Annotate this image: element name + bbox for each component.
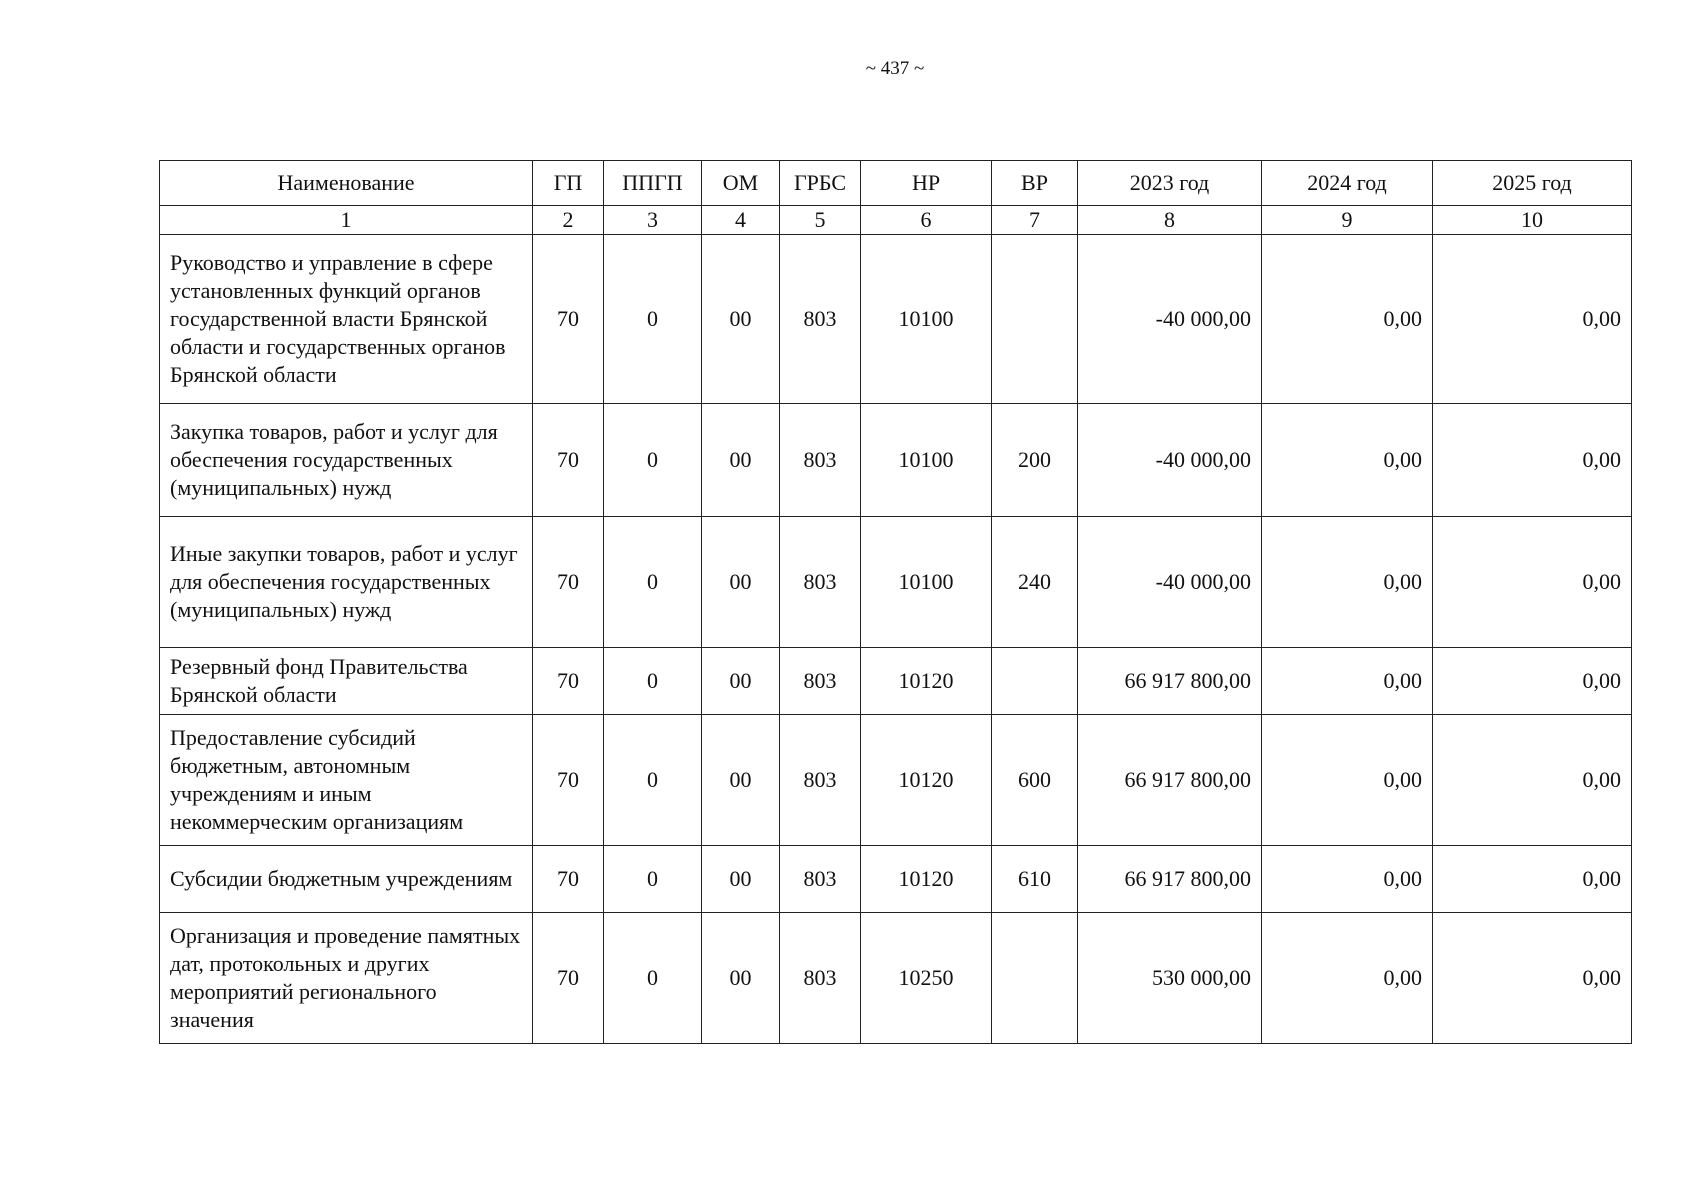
row-vr bbox=[992, 913, 1078, 1044]
column-number: 5 bbox=[780, 206, 861, 235]
row-gp: 70 bbox=[533, 715, 604, 846]
row-ppgp: 0 bbox=[604, 648, 702, 715]
row-ppgp: 0 bbox=[604, 235, 702, 404]
table-row bbox=[160, 913, 1632, 1044]
row-grbs: 803 bbox=[780, 235, 861, 404]
row-2024: 0,00 bbox=[1262, 715, 1433, 846]
row-vr bbox=[992, 648, 1078, 715]
row-name: Субсидии бюджетным учреждениям bbox=[160, 846, 533, 913]
row-2024: 0,00 bbox=[1262, 517, 1433, 648]
header-row bbox=[160, 161, 1632, 206]
row-vr bbox=[992, 235, 1078, 404]
column-number: 10 bbox=[1433, 206, 1632, 235]
row-gp: 70 bbox=[533, 913, 604, 1044]
row-name: Руководство и управление в сфере установленных функций органов государственной власти Брянской области и государственных органов Брянской области bbox=[160, 235, 533, 404]
table-row bbox=[160, 404, 1632, 517]
header-2023: 2023 год bbox=[1078, 161, 1262, 206]
row-nr: 10100 bbox=[861, 235, 992, 404]
row-nr: 10100 bbox=[861, 404, 992, 517]
row-2024: 0,00 bbox=[1262, 913, 1433, 1044]
column-number: 2 bbox=[533, 206, 604, 235]
row-grbs: 803 bbox=[780, 648, 861, 715]
row-ppgp: 0 bbox=[604, 846, 702, 913]
row-ppgp: 0 bbox=[604, 715, 702, 846]
header-gp: ГП bbox=[533, 161, 604, 206]
row-2023: -40 000,00 bbox=[1078, 235, 1262, 404]
header-2024: 2024 год bbox=[1262, 161, 1433, 206]
row-2023: 66 917 800,00 bbox=[1078, 648, 1262, 715]
row-2025: 0,00 bbox=[1433, 517, 1632, 648]
row-gp: 70 bbox=[533, 846, 604, 913]
budget-table bbox=[159, 160, 1632, 1044]
header-name: Наименование bbox=[160, 161, 533, 206]
row-nr: 10120 bbox=[861, 648, 992, 715]
row-om: 00 bbox=[702, 404, 780, 517]
column-number: 7 bbox=[992, 206, 1078, 235]
row-gp: 70 bbox=[533, 648, 604, 715]
row-2025: 0,00 bbox=[1433, 648, 1632, 715]
header-nr: НР bbox=[861, 161, 992, 206]
table-row bbox=[160, 235, 1632, 404]
row-nr: 10120 bbox=[861, 846, 992, 913]
row-grbs: 803 bbox=[780, 913, 861, 1044]
table-row bbox=[160, 517, 1632, 648]
row-nr: 10120 bbox=[861, 715, 992, 846]
row-om: 00 bbox=[702, 913, 780, 1044]
row-vr: 610 bbox=[992, 846, 1078, 913]
row-2024: 0,00 bbox=[1262, 235, 1433, 404]
row-grbs: 803 bbox=[780, 404, 861, 517]
header-grbs: ГРБС bbox=[780, 161, 861, 206]
row-om: 00 bbox=[702, 846, 780, 913]
row-ppgp: 0 bbox=[604, 517, 702, 648]
row-om: 00 bbox=[702, 648, 780, 715]
column-number: 3 bbox=[604, 206, 702, 235]
row-vr: 600 bbox=[992, 715, 1078, 846]
row-2024: 0,00 bbox=[1262, 404, 1433, 517]
table-row bbox=[160, 846, 1632, 913]
page-number: ~ 437 ~ bbox=[865, 58, 925, 79]
row-name: Резервный фонд Правительства Брянской области bbox=[160, 648, 533, 715]
row-name: Закупка товаров, работ и услуг для обеспечения государственных (муниципальных) нужд bbox=[160, 404, 533, 517]
row-2025: 0,00 bbox=[1433, 846, 1632, 913]
header-om: ОМ bbox=[702, 161, 780, 206]
table-row bbox=[160, 648, 1632, 715]
row-om: 00 bbox=[702, 517, 780, 648]
row-vr: 200 bbox=[992, 404, 1078, 517]
row-name: Предоставление субсидий бюджетным, автономным учреждениям и иным некоммерческим организациям bbox=[160, 715, 533, 846]
row-grbs: 803 bbox=[780, 846, 861, 913]
row-grbs: 803 bbox=[780, 517, 861, 648]
row-2025: 0,00 bbox=[1433, 715, 1632, 846]
row-nr: 10250 bbox=[861, 913, 992, 1044]
row-om: 00 bbox=[702, 715, 780, 846]
column-number: 9 bbox=[1262, 206, 1433, 235]
table-row bbox=[160, 715, 1632, 846]
row-ppgp: 0 bbox=[604, 913, 702, 1044]
column-number: 8 bbox=[1078, 206, 1262, 235]
header-vr: ВР bbox=[992, 161, 1078, 206]
row-name: Организация и проведение памятных дат, протокольных и других мероприятий регионального значения bbox=[160, 913, 533, 1044]
row-gp: 70 bbox=[533, 404, 604, 517]
row-gp: 70 bbox=[533, 517, 604, 648]
row-2023: 66 917 800,00 bbox=[1078, 715, 1262, 846]
row-grbs: 803 bbox=[780, 715, 861, 846]
column-number: 6 bbox=[861, 206, 992, 235]
row-2025: 0,00 bbox=[1433, 404, 1632, 517]
row-om: 00 bbox=[702, 235, 780, 404]
row-2023: -40 000,00 bbox=[1078, 404, 1262, 517]
header-2025: 2025 год bbox=[1433, 161, 1632, 206]
row-name: Иные закупки товаров, работ и услуг для обеспечения государственных (муниципальных) нужд bbox=[160, 517, 533, 648]
header-ppgp: ППГП bbox=[604, 161, 702, 206]
row-2023: -40 000,00 bbox=[1078, 517, 1262, 648]
column-number-row bbox=[160, 206, 1632, 235]
row-2024: 0,00 bbox=[1262, 846, 1433, 913]
row-gp: 70 bbox=[533, 235, 604, 404]
row-2025: 0,00 bbox=[1433, 235, 1632, 404]
row-2023: 530 000,00 bbox=[1078, 913, 1262, 1044]
column-number: 1 bbox=[160, 206, 533, 235]
column-number: 4 bbox=[702, 206, 780, 235]
row-2025: 0,00 bbox=[1433, 913, 1632, 1044]
row-vr: 240 bbox=[992, 517, 1078, 648]
row-nr: 10100 bbox=[861, 517, 992, 648]
row-ppgp: 0 bbox=[604, 404, 702, 517]
row-2023: 66 917 800,00 bbox=[1078, 846, 1262, 913]
row-2024: 0,00 bbox=[1262, 648, 1433, 715]
